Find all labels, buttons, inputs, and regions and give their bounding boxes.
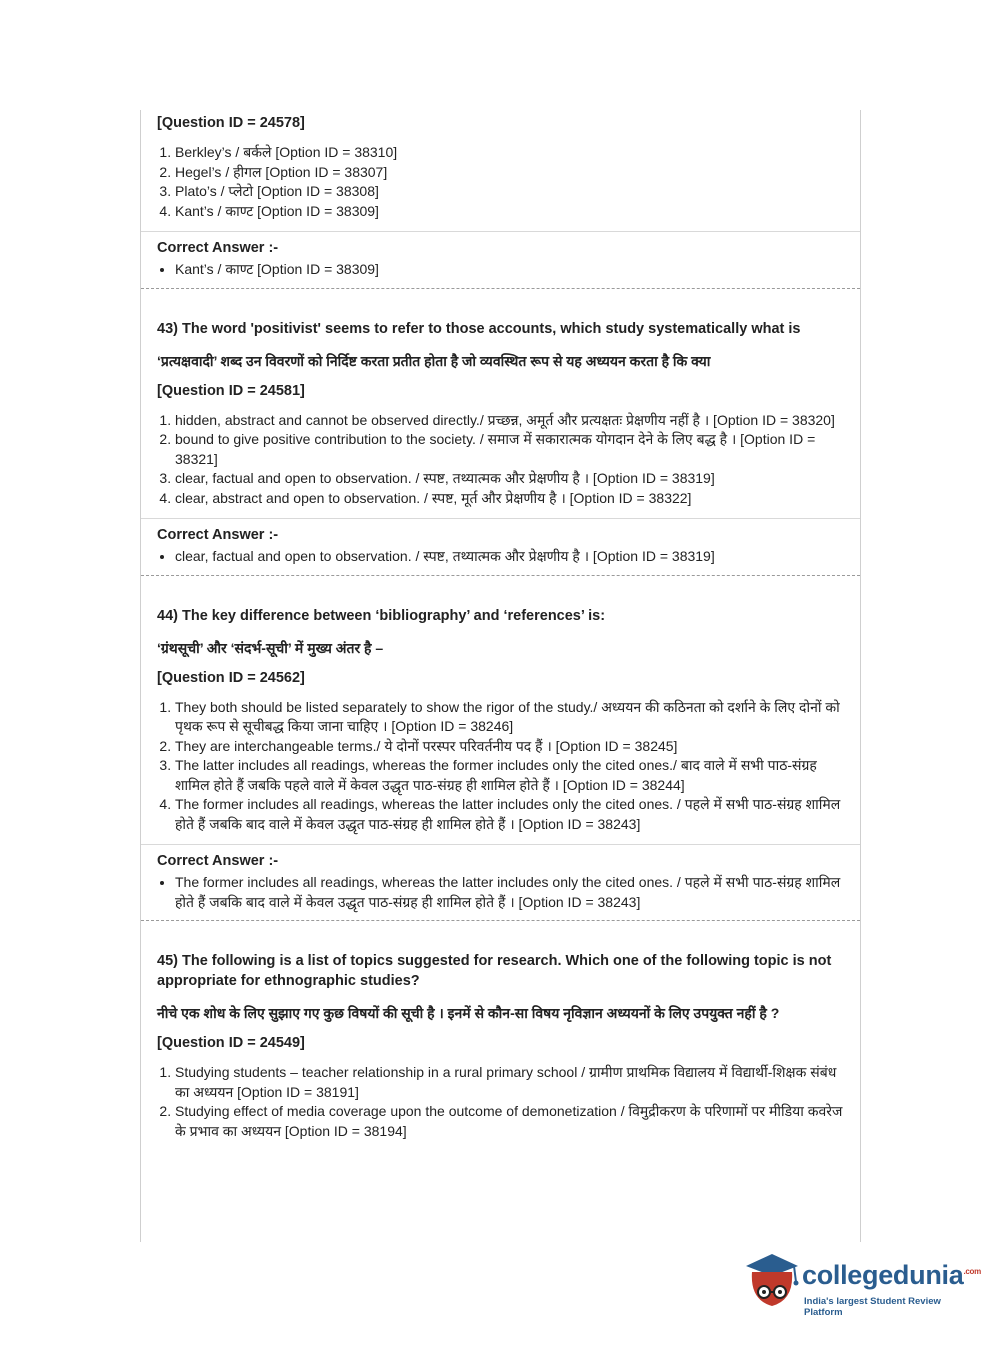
- option-item: 1. hidden, abstract and cannot be observed directly./ प्रच्छन्न, अमूर्त और प्रत्यक्षतः प्रेक्षणीय नहीं है । [Option ID = 38320]: [175, 411, 844, 431]
- option-item: 2. bound to give positive contribution to the society. / समाज में सकारात्मक योगदान देने के लिए बद्ध है । [Option ID = 38321]: [175, 430, 844, 469]
- divider: [141, 231, 860, 232]
- question-44: [141, 606, 860, 835]
- divider: [141, 518, 860, 519]
- option-item: 3. The latter includes all readings, whereas the former includes only the cited ones./ बाद वाले में सभी पाठ-संग्रह शामिल होते हैं जबकि पहले वाले में केवल उद्धृत पाठ-संग्रह ही शामिल होते हैं । [Option ID = 38244]: [175, 756, 844, 795]
- question-text-hindi: नीचे एक शोध के लिए सुझाए गए कुछ विषयों की सूची है । इनमें से कौन-सा विषय नृविज्ञान अध्ययनों के लिए उपयुक्त नहीं है ?: [157, 1005, 780, 1021]
- option-item: 2. Hegel’s / हीगल [Option ID = 38307]: [175, 163, 844, 183]
- question-divider: [141, 920, 860, 921]
- option-item: 2. Studying effect of media coverage upon the outcome of demonetization / विमुद्रीकरण के परिणामों पर मीडिया कवरेज के प्रभाव का अध्ययन [Option ID = 38194]: [175, 1102, 844, 1141]
- mascot-icon: [742, 1252, 802, 1314]
- question-id: [Question ID = 24578]: [157, 115, 305, 131]
- correct-answer: • Kant’s / काण्ट [Option ID = 38309]: [175, 260, 844, 280]
- correct-answer-list: [157, 873, 844, 912]
- option-item: 4. clear, abstract and open to observation. / स्पष्ट, मूर्त और प्रेक्षणीय है । [Option ID = 38322]: [175, 489, 844, 509]
- correct-answer-list: [157, 547, 844, 567]
- options-list: [157, 143, 844, 221]
- divider: [141, 844, 860, 845]
- options-list: [157, 1063, 844, 1141]
- question-divider: [141, 288, 860, 289]
- correct-answer-42: [141, 240, 860, 280]
- correct-answer-43: [141, 527, 860, 567]
- question-divider: [141, 575, 860, 576]
- question-id: [Question ID = 24581]: [157, 382, 305, 399]
- option-item: 1. Berkley’s / बर्कले [Option ID = 38310]: [175, 143, 844, 163]
- option-item: 3. Plato’s / प्लेटो [Option ID = 38308]: [175, 182, 844, 202]
- correct-answer-title: Correct Answer :-: [157, 240, 279, 256]
- question-text-hindi: ‘ग्रंथसूची’ और ‘संदर्भ-सूची’ में मुख्य अंतर है –: [157, 639, 384, 656]
- option-item: 3. clear, factual and open to observation. / स्पष्ट, तथ्यात्मक और प्रेक्षणीय है । [Option ID = 38319]: [175, 469, 844, 489]
- correct-answer-title: Correct Answer :-: [157, 527, 279, 543]
- question-text: 44) The key difference between ‘bibliography’ and ‘references’ is:: [157, 607, 606, 624]
- options-list: [157, 411, 844, 509]
- option-item: 4. Kant’s / काण्ट [Option ID = 38309]: [175, 202, 844, 222]
- correct-answer-44: [141, 853, 860, 912]
- option-item: 1. Studying students – teacher relationship in a rural primary school / ग्रामीण प्राथमिक विद्यालय में विद्यार्थी-शिक्षक संबंध का अध्ययन [Option ID = 38191]: [175, 1063, 844, 1102]
- options-list: [157, 698, 844, 835]
- question-id: [Question ID = 24562]: [157, 669, 305, 686]
- question-paper: [140, 110, 861, 1242]
- question-text-hindi: ‘प्रत्यक्षवादी’ शब्द उन विवरणों को निर्दिष्ट करता प्रतीत होता है जो व्यवस्थित रूप से यह अध्ययन करता है कि क्या: [157, 352, 711, 369]
- question-42: [141, 115, 860, 221]
- correct-answer: • The former includes all readings, whereas the latter includes only the cited ones. / पहले में सभी पाठ-संग्रह शामिल होते हैं जबकि बाद वाले में केवल उद्धृत पाठ-संग्रह ही शामिल होते हैं । [Option ID = 38243]: [175, 873, 844, 912]
- correct-answer: • clear, factual and open to observation. / स्पष्ट, तथ्यात्मक और प्रेक्षणीय है । [Option ID = 38319]: [175, 547, 844, 567]
- brand-tagline: India's largest Student Review Platform: [804, 1296, 941, 1318]
- question-text: 43) The word 'positivist' seems to refer to those accounts, which study systematically what is: [157, 320, 801, 337]
- question-text: 45) The following is a list of topics suggested for research. Which one of the following topic is not appropriate for ethnographic studies?: [157, 953, 832, 989]
- option-item: 4. The former includes all readings, whereas the latter includes only the cited ones. / पहले में सभी पाठ-संग्रह शामिल होते हैं जबकि बाद वाले में केवल उद्धृत पाठ-संग्रह ही शामिल होते हैं । [Option ID = 38243]: [175, 795, 844, 834]
- option-item: 1. They both should be listed separately to show the rigor of the study./ अध्ययन की कठिनता को दर्शाने के लिए दोनों को पृथक रूप से सूचीबद्ध किया जाना चाहिए । [Option ID = 38246]: [175, 698, 844, 737]
- brand-name: collegedunia$^{.com}$: [802, 1260, 981, 1290]
- question-id: [Question ID = 24549]: [157, 1035, 305, 1051]
- option-item: 2. They are interchangeable terms./ ये दोनों परस्पर परिवर्तनीय पद हैं । [Option ID = 38245]: [175, 737, 844, 757]
- correct-answer-title: Correct Answer :-: [157, 853, 279, 869]
- question-43: [141, 319, 860, 509]
- correct-answer-list: [157, 260, 844, 280]
- question-45: [141, 951, 860, 1141]
- collegedunia-logo: [742, 1250, 981, 1320]
